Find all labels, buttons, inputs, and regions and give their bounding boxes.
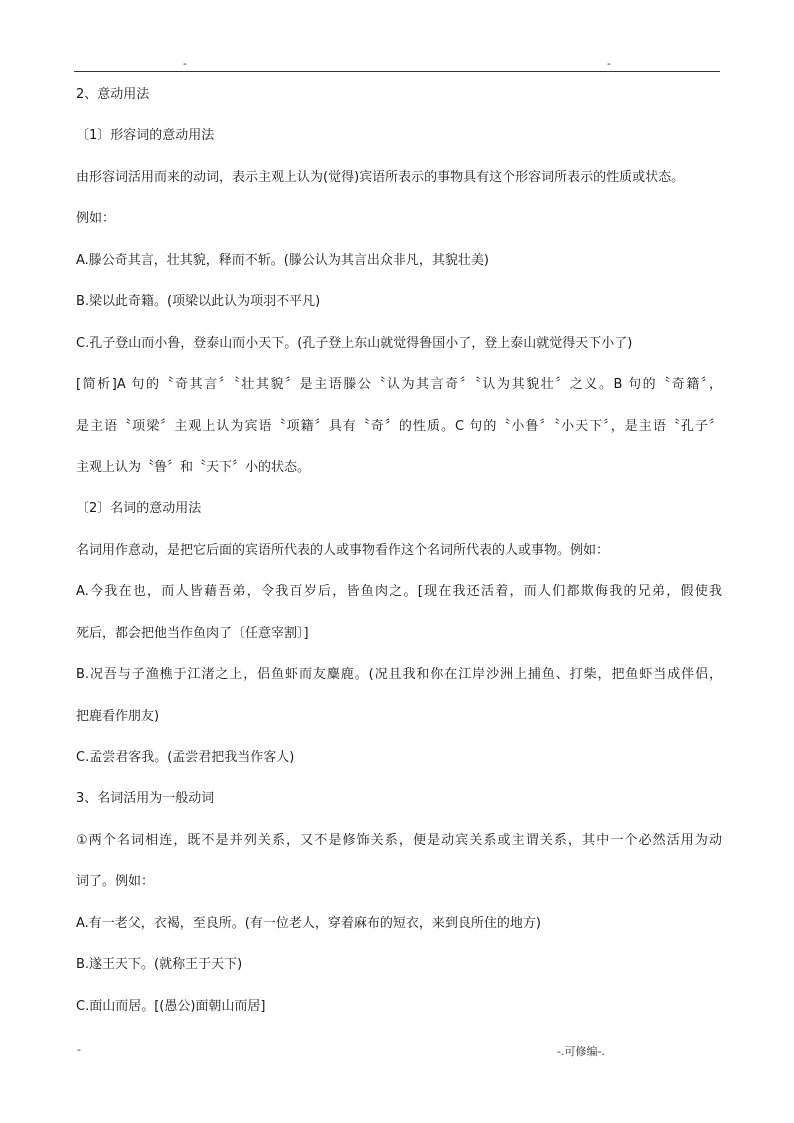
example-line: C.孔子登山而小鲁，登泰山而小天下。(孔子登上东山就觉得鲁国小了，登上泰山就觉得天下小了) — [76, 335, 633, 351]
subsection-heading: 〔1〕形容词的意动用法 — [76, 128, 215, 144]
header-rule — [74, 71, 720, 72]
example-line: B.梁以此奇籍。(项梁以此认为项羽不平凡) — [76, 294, 321, 310]
paragraph: ①两个名词相连，既不是并列关系，又不是修饰关系，便是动宾关系或主谓关系，其中一个必然活用为动 — [76, 832, 722, 848]
footer-left-mark: - — [77, 1043, 81, 1056]
example-line: C.面山而居。[(愚公)面朝山而居] — [76, 998, 266, 1014]
paragraph: 由形容词活用而来的动词，表示主观上认为(觉得)宾语所表示的事物具有这个形容词所表示的性质或状态。 — [76, 169, 685, 185]
example-line: B.遂王天下。(就称王于天下) — [76, 957, 243, 973]
paragraph: 名词用作意动，是把它后面的宾语所代表的人或事物看作这个名词所代表的人或事物。例如： — [76, 542, 610, 558]
paragraph: 例如： — [76, 211, 116, 227]
section-heading: 2、意动用法 — [76, 87, 150, 102]
analysis-line: 主观上认为〝鲁〞和〝天下〞小的状态。 — [76, 459, 311, 475]
document-body — [76, 85, 722, 1038]
example-line: A.滕公奇其言，壮其貌，释而不斩。(滕公认为其言出众非凡，其貌壮美) — [76, 252, 489, 268]
analysis-line: 是主语〝项梁〞主观上认为宾语〝项籍〞具有〝奇〞的性质。C 句的〝小鲁〞〝小天下〞，是主语〝孔子〞 — [76, 418, 722, 434]
header-left-mark: - — [183, 57, 187, 70]
example-line: 死后，都会把他当作鱼肉了〔任意宰割〕] — [76, 625, 309, 641]
subsection-heading: 〔2〕名词的意动用法 — [76, 501, 202, 517]
example-line: C.孟尝君客我。(孟尝君把我当作客人) — [76, 750, 295, 765]
section-heading: 3、名词活用为一般动词 — [76, 791, 215, 807]
footer-right-text: -.可修编-. — [557, 1045, 605, 1058]
example-line: A.有一老父，衣褐，至良所。(有一位老人，穿着麻布的短衣，来到良所住的地方) — [76, 915, 541, 931]
example-line: B.况吾与子渔樵于江渚之上，侣鱼虾而友麋鹿。(况且我和你在江岸沙洲上捕鱼、打柴，把鱼虾当成伴侣， — [76, 667, 722, 683]
analysis-line: [简析]A 句的〝奇其言〞〝壮其貌〞是主语滕公〝认为其言奇〞〝认为其貌壮〞之义。B 句的〝奇籍〞， — [76, 377, 722, 393]
example-line: A.今我在也，而人皆藉吾弟，令我百岁后，皆鱼肉之。[现在我还活着，而人们都欺侮我的兄弟，假使我 — [76, 584, 722, 600]
header-right-mark: - — [607, 57, 611, 70]
paragraph: 词了。例如： — [76, 874, 155, 890]
example-line: 把鹿看作朋友) — [76, 708, 160, 724]
